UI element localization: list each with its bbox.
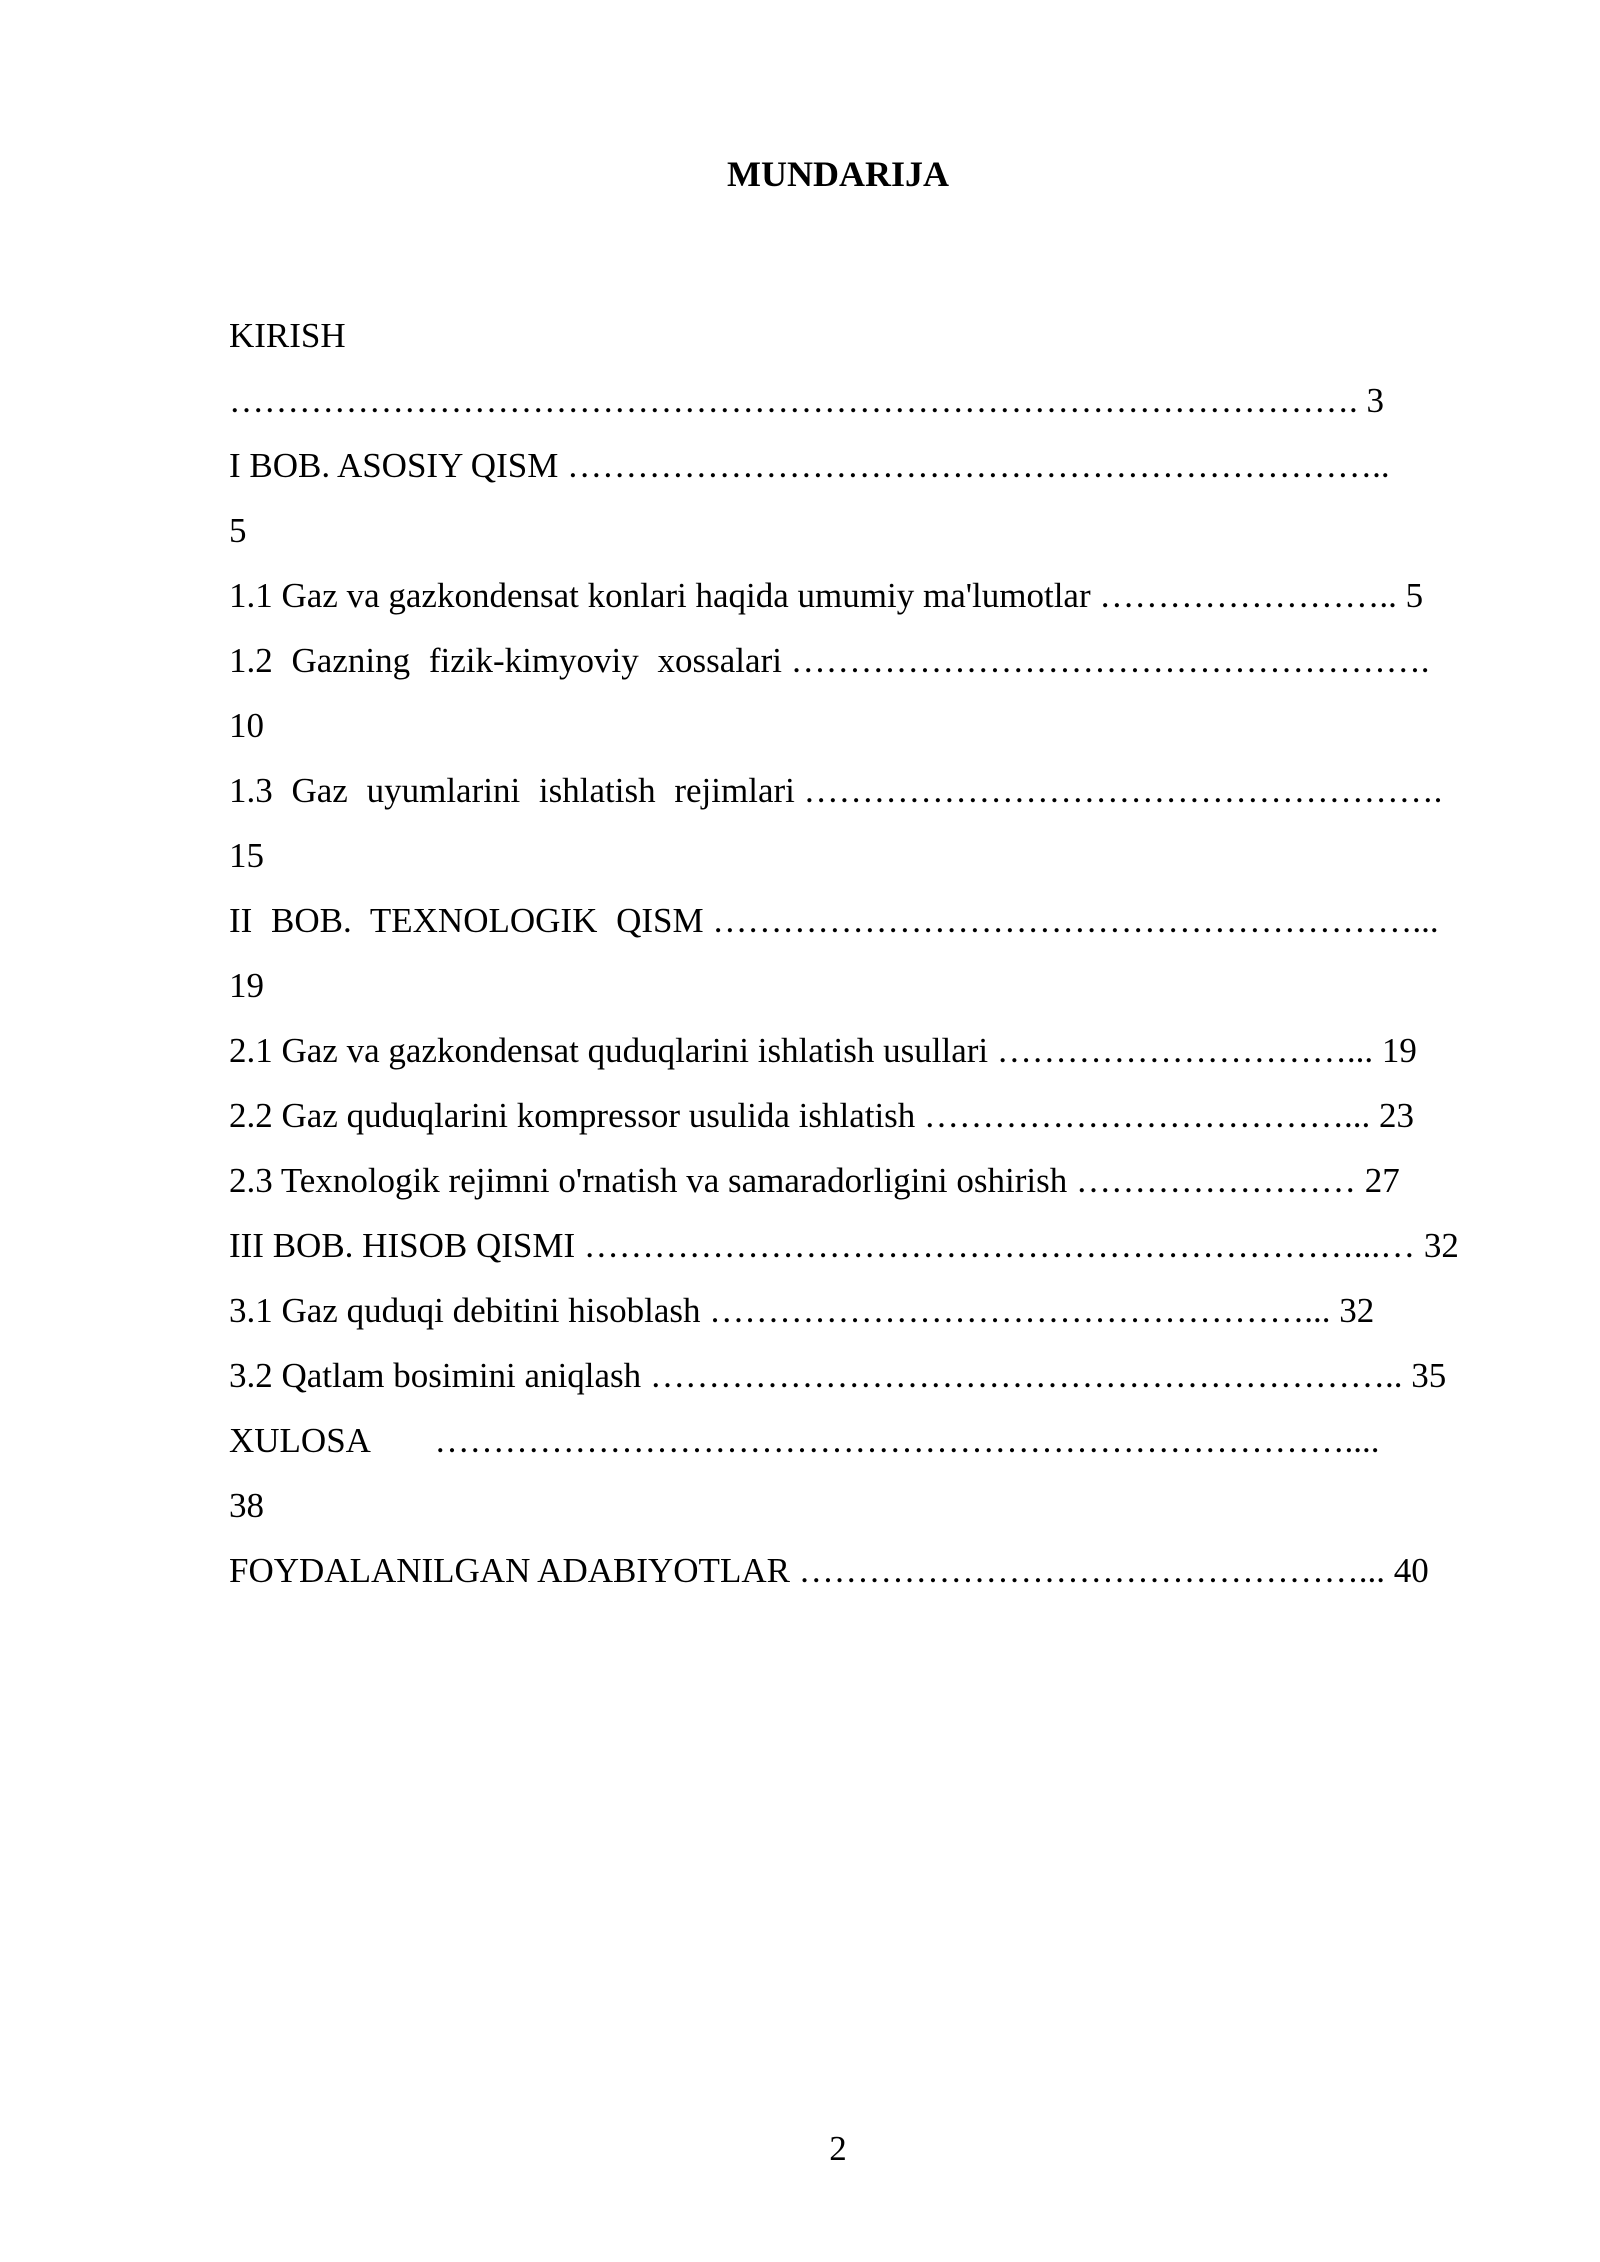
toc-entry-xulosa-page xyxy=(229,1473,1523,1538)
toc-entry-title: 1.3 Gaz uyumlarini ishlatish rejimlari xyxy=(229,771,795,810)
toc-entry-title: 1.1 Gaz va gazkondensat konlari haqida umumiy ma'lumotlar xyxy=(229,576,1091,615)
toc-entry-kirish-leader xyxy=(229,368,1523,433)
toc-entry-bob3 xyxy=(229,1213,1523,1278)
toc-entry-bob2-page xyxy=(229,953,1523,1018)
toc-entry-1-1 xyxy=(229,563,1523,628)
toc-entry-title: 2.3 Texnologik rejimni o'rnatish va samaradorligini oshirish xyxy=(229,1161,1068,1200)
toc-dot-leader: …………………… 27 xyxy=(1075,1161,1400,1200)
toc-entry-bob1 xyxy=(229,433,1523,498)
toc-entry-title: 3.2 Qatlam bosimini aniqlash xyxy=(229,1356,642,1395)
toc-entry-3-1 xyxy=(229,1278,1523,1343)
toc-entry-kirish xyxy=(229,303,1523,368)
toc-dot-leader: ……………………………………………………... xyxy=(712,901,1439,940)
toc-dot-leader: …………………………………………………………….. xyxy=(567,446,1390,485)
toc-dot-leader: ……………………………………………………….. 35 xyxy=(649,1356,1447,1395)
toc-entry-2-3 xyxy=(229,1148,1523,1213)
toc-entry-1-3 xyxy=(229,758,1523,823)
toc-dot-leader: …………………………………………... 40 xyxy=(798,1551,1429,1590)
page-title: MUNDARIJA xyxy=(727,154,949,194)
page-number: 2 xyxy=(829,2129,847,2168)
toc-entry-xulosa xyxy=(229,1408,1523,1473)
toc-entry-title: I BOB. ASOSIY QISM xyxy=(229,446,559,485)
toc-entry-2-1 xyxy=(229,1018,1523,1083)
toc-page-number: 38 xyxy=(229,1486,264,1525)
toc-entry-title: III BOB. HISOB QISMI xyxy=(229,1226,576,1265)
toc-entry-1-3-page xyxy=(229,823,1523,888)
toc-dot-leader: ……………………………………………………………………………………. 3 xyxy=(229,381,1384,420)
toc-dot-leader: ……………………………………………... 32 xyxy=(709,1291,1375,1330)
toc-entry-title: 2.1 Gaz va gazkondensat quduqlarini ishlatish usullari xyxy=(229,1031,989,1070)
toc-page-number: 5 xyxy=(229,511,247,550)
toc-page-number: 15 xyxy=(229,836,264,875)
toc-dot-leader: …………………………... 19 xyxy=(996,1031,1417,1070)
toc-entry-title: XULOSA xyxy=(229,1421,370,1460)
toc-entry-adabiyotlar xyxy=(229,1538,1523,1603)
toc-entry-1-2-page xyxy=(229,693,1523,758)
toc-dot-leader: ………………………………………………. xyxy=(790,641,1430,680)
toc-entry-title: FOYDALANILGAN ADABIYOTLAR xyxy=(229,1551,790,1590)
toc-entry-title: 1.2 Gazning fizik-kimyoviy xossalari xyxy=(229,641,782,680)
toc-entry-bob1-page xyxy=(229,498,1523,563)
toc-page-number: 19 xyxy=(229,966,264,1005)
toc-entry-title: II BOB. TEXNOLOGIK QISM xyxy=(229,901,704,940)
toc-entry-bob2 xyxy=(229,888,1523,953)
table-of-contents xyxy=(229,303,1523,1603)
toc-entry-title: 3.1 Gaz quduqi debitini hisoblash xyxy=(229,1291,701,1330)
toc-entry-1-2 xyxy=(229,628,1523,693)
toc-entry-2-2 xyxy=(229,1083,1523,1148)
toc-dot-leader: …………………………………………………………………….... xyxy=(434,1421,1380,1460)
toc-entry-title: KIRISH xyxy=(229,316,346,355)
toc-dot-leader: …………………….. 5 xyxy=(1099,576,1424,615)
toc-dot-leader: ………………………………... 23 xyxy=(924,1096,1415,1135)
toc-dot-leader: …………………………………………………………...… 32 xyxy=(583,1226,1459,1265)
toc-entry-3-2 xyxy=(229,1343,1523,1408)
toc-page-number: 10 xyxy=(229,706,264,745)
toc-entry-title: 2.2 Gaz quduqlarini kompressor usulida ishlatish xyxy=(229,1096,916,1135)
toc-dot-leader: ………………………………………………. xyxy=(803,771,1443,810)
